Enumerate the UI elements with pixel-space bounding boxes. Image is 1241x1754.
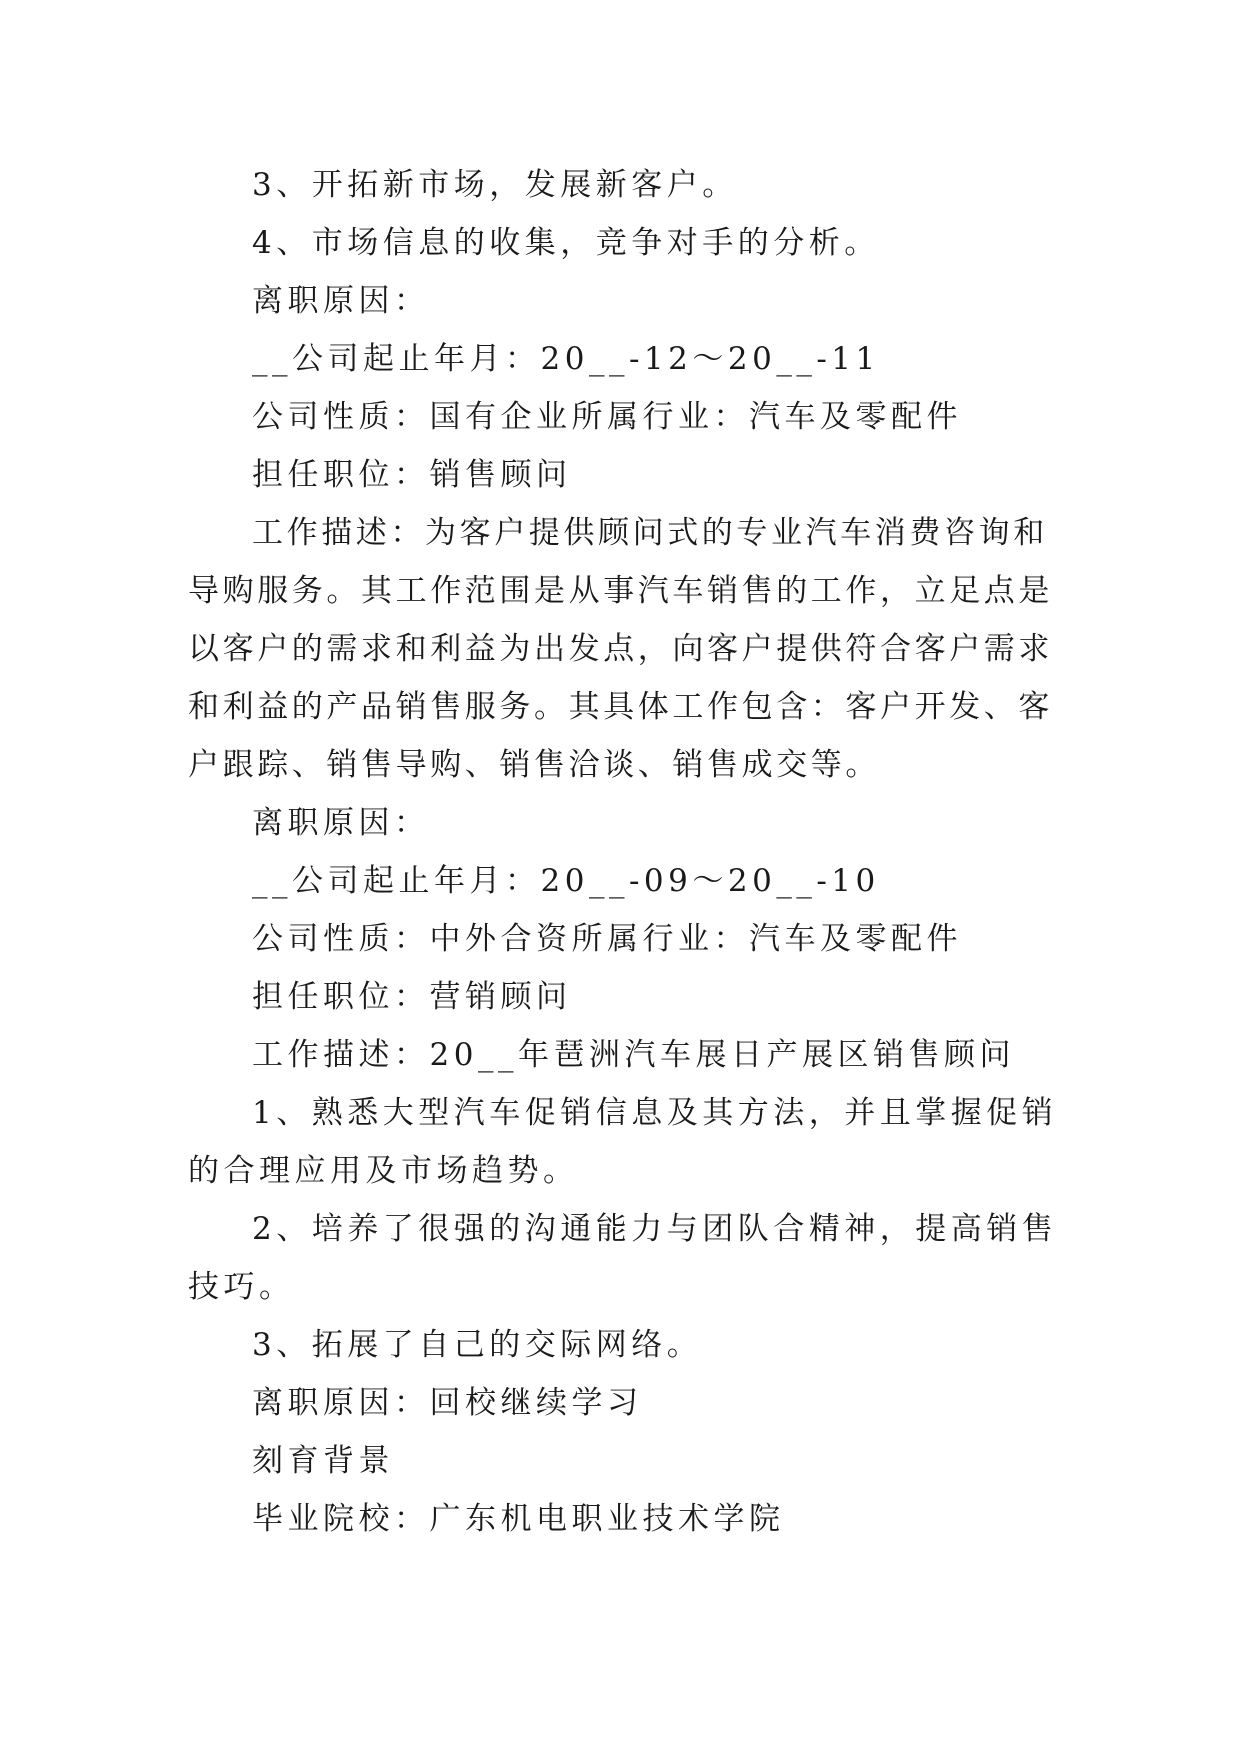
paragraph-company-nature-1: 公司性质：国有企业所属行业：汽车及零配件 (252, 399, 962, 435)
paragraph-item-4: 4、市场信息的收集，竞争对手的分析。 (252, 225, 880, 261)
paragraph-position-1: 担任职位：销售顾问 (252, 457, 572, 493)
paragraph-achievement-3: 3、拓展了自己的交际网络。 (252, 1327, 703, 1363)
paragraph-company-dates-2: __公司起止年月：20__-09～20__-10 (252, 863, 880, 899)
paragraph-company-dates-1: __公司起止年月：20__-12～20__-11 (252, 341, 880, 377)
paragraph-position-2: 担任职位：营销顾问 (252, 979, 572, 1015)
paragraph-leave-reason-2: 离职原因： (252, 805, 430, 841)
paragraph-company-nature-2: 公司性质：中外合资所属行业：汽车及零配件 (252, 921, 962, 957)
paragraph-education-heading: 刻育背景 (252, 1443, 394, 1479)
paragraph-school: 毕业院校：广东机电职业技术学院 (252, 1501, 785, 1537)
paragraph-achievement-1: 1、熟悉大型汽车促销信息及其方法，并且掌握促销的合理应用及市场趋势。 (188, 1095, 1058, 1189)
paragraph-leave-reason-1: 离职原因： (252, 283, 430, 319)
paragraph-leave-reason-3: 离职原因：回校继续学习 (252, 1385, 643, 1421)
paragraph-achievement-2: 2、培养了很强的沟通能力与团队合精神，提高销售技巧。 (188, 1211, 1058, 1305)
paragraph-job-description-2: 工作描述：20__年琶洲汽车展日产展区销售顾问 (252, 1037, 1015, 1073)
paragraph-item-3: 3、开拓新市场，发展新客户。 (252, 167, 738, 203)
paragraph-job-description-1: 工作描述：为客户提供顾问式的专业汽车消费咨询和导购服务。其工作范围是从事汽车销售的工作，立足点是以客户的需求和利益为出发点，向客户提供符合客户需求和利益的产品销售服务。其具体工作包含：客户开发、客户跟踪、销售导购、销售洽谈、销售成交等。 (188, 515, 1053, 783)
document-body (188, 156, 1058, 1548)
